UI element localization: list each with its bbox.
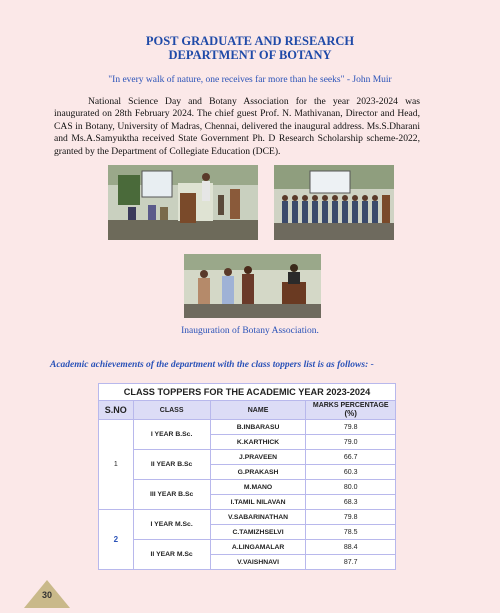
event-photo-felicitation — [184, 254, 321, 318]
name-cell: V.VAISHNAVI — [210, 555, 306, 570]
name-cell: V.SABARINATHAN — [210, 510, 306, 525]
quote: "In every walk of nature, one receives far more than he seeks" - John Muir — [108, 75, 392, 85]
name-cell: A.LINGAMALAR — [210, 540, 306, 555]
marks-cell: 79.8 — [306, 420, 396, 435]
name-cell: I.TAMIL NILAVAN — [210, 495, 306, 510]
header-name: NAME — [210, 401, 306, 420]
photo-caption: Inauguration of Botany Association. — [181, 326, 319, 336]
page-title-line1: POST GRADUATE AND RESEARCH — [145, 34, 355, 48]
header-marks-label: MARKS PERCENTAGE — [312, 402, 389, 409]
header-sno: S.NO — [99, 401, 134, 420]
name-cell: J.PRAVEEN — [210, 450, 306, 465]
marks-cell: 79.0 — [306, 435, 396, 450]
table-row — [99, 480, 396, 495]
event-photo-stage — [108, 165, 258, 240]
event-photo-group — [274, 165, 394, 240]
class-toppers-table — [98, 383, 396, 570]
page-title-line2: DEPARTMENT OF BOTANY — [168, 48, 332, 62]
page-number-badge — [22, 578, 72, 608]
table-title: CLASS TOPPERS FOR THE ACADEMIC YEAR 2023-2024 — [99, 384, 396, 401]
marks-cell: 79.8 — [306, 510, 396, 525]
marks-cell: 78.5 — [306, 525, 396, 540]
table-row — [99, 540, 396, 555]
marks-cell: 88.4 — [306, 540, 396, 555]
marks-cell: 66.7 — [306, 450, 396, 465]
name-cell: C.TAMIZHSELVI — [210, 525, 306, 540]
name-cell: K.KARTHICK — [210, 435, 306, 450]
class-cell: II YEAR B.Sc — [133, 450, 210, 480]
header-marks — [306, 401, 396, 420]
intro-paragraph: National Science Day and Botany Association for the year 2023-2024 was inaugurated on 28th February 2024. The chief guest Prof. N. Mathivanan, Director and Head, CAS in Botany, University of Madras, Chennai, delivered the inaugural address. Ms.S.Dharani and Ms.A.Samyuktha received State Government Ph. D Research Scholarship scheme-2022, granted by the Department of Collegiate Education (DCE). — [54, 96, 420, 157]
achievements-heading: Academic achievements of the department with the class toppers list is as follows: - — [50, 360, 374, 370]
class-cell: III YEAR B.Sc — [133, 480, 210, 510]
table-row — [99, 420, 396, 435]
class-cell: II YEAR M.Sc — [133, 540, 210, 570]
class-cell: I YEAR B.Sc. — [133, 420, 210, 450]
header-class: CLASS — [133, 401, 210, 420]
sno-cell: 2 — [99, 510, 134, 570]
name-cell: B.INBARASU — [210, 420, 306, 435]
marks-cell: 60.3 — [306, 465, 396, 480]
table-row — [99, 510, 396, 525]
page-number: 30 — [41, 590, 52, 600]
header-marks-unit: (%) — [344, 409, 357, 418]
name-cell: G.PRAKASH — [210, 465, 306, 480]
table-row — [99, 450, 396, 465]
marks-cell: 68.3 — [306, 495, 396, 510]
sno-cell: 1 — [99, 420, 134, 510]
class-cell: I YEAR M.Sc. — [133, 510, 210, 540]
marks-cell: 80.0 — [306, 480, 396, 495]
marks-cell: 87.7 — [306, 555, 396, 570]
name-cell: M.MANO — [210, 480, 306, 495]
